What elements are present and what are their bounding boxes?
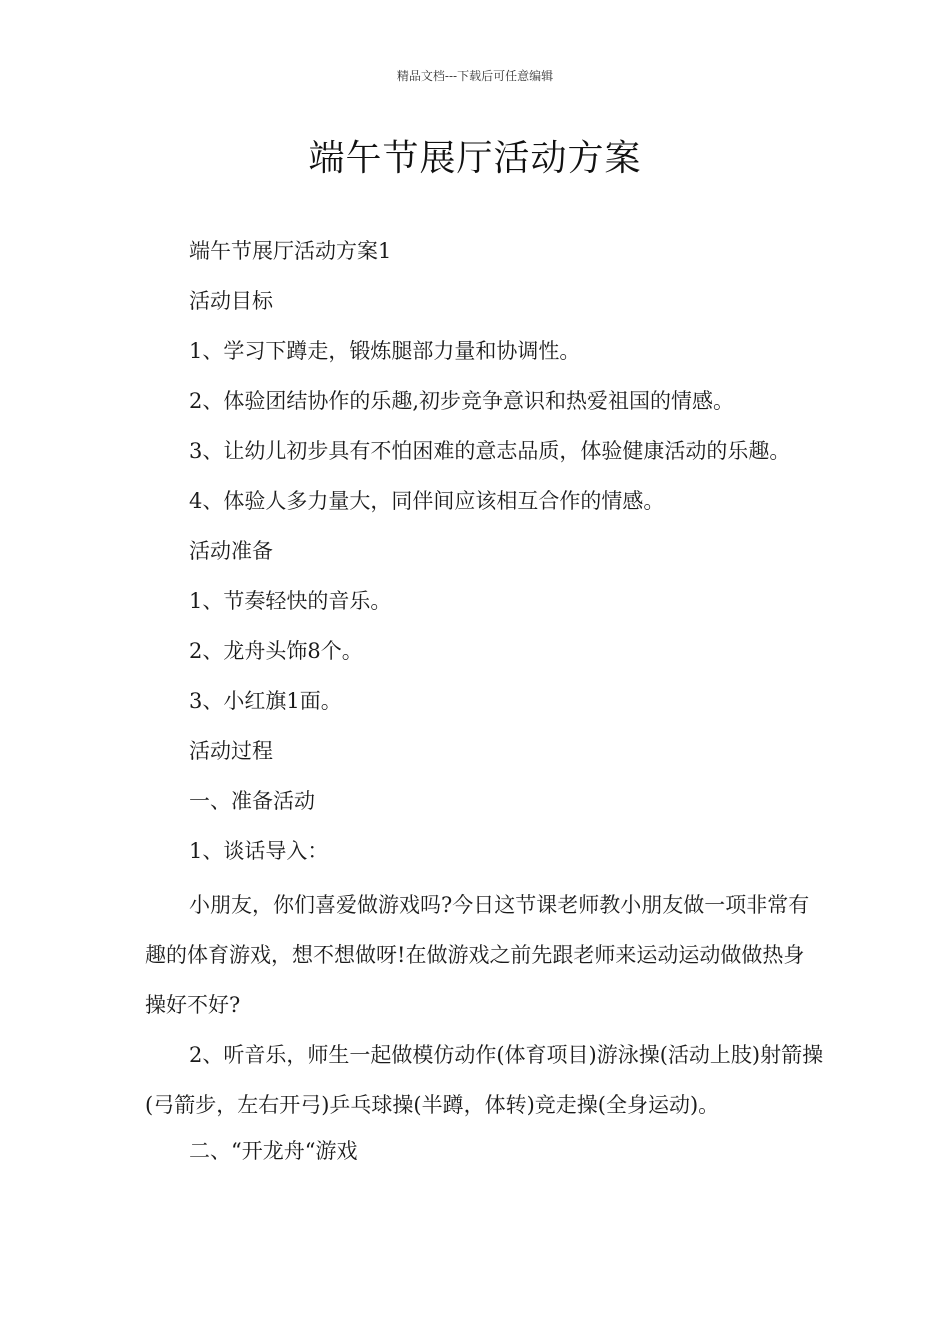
list-item: 3、小红旗1面。 [189, 689, 342, 713]
list-item: 2、龙舟头饰8个。 [189, 639, 363, 663]
section-heading-process: 活动过程 [189, 739, 273, 763]
list-item: 3、让幼儿初步具有不怕困难的意志品质，体验健康活动的乐趣。 [189, 439, 791, 463]
document-body [145, 230, 825, 1180]
section-heading-preparation: 活动准备 [189, 539, 273, 563]
list-item: 4、体验人多力量大，同伴间应该相互合作的情感。 [189, 489, 665, 513]
sub-heading: 二、“开龙舟“游戏 [189, 1139, 358, 1163]
list-item: 1、节奏轻快的音乐。 [189, 589, 392, 613]
body-paragraph: 小朋友，你们喜爱做游戏吗?今日这节课老师教小朋友做一项非常有趣的体育游戏，想不想做呀!在做游戏之前先跟老师来运动运动做做热身操好不好? [145, 893, 810, 1017]
section-heading: 端午节展厅活动方案1 [189, 239, 392, 263]
document-title: 端午节展厅活动方案 [308, 138, 642, 179]
list-item: 1、学习下蹲走，锻炼腿部力量和协调性。 [189, 339, 581, 363]
list-item: 2、体验团结协作的乐趣,初步竞争意识和热爱祖国的情感。 [189, 389, 735, 413]
list-item: 1、谈话导入： [189, 839, 329, 863]
body-paragraph: 2、听音乐，师生一起做模仿动作(体育项目)游泳操(活动上肢)射箭操(弓箭步，左右开弓)乒乓球操(半蹲，体转)竞走操(全身运动)。 [145, 1043, 824, 1117]
section-heading-goals: 活动目标 [189, 289, 273, 313]
sub-heading: 一、准备活动 [189, 789, 315, 813]
page-header-watermark: 精品文档---下载后可任意编辑 [396, 69, 554, 83]
